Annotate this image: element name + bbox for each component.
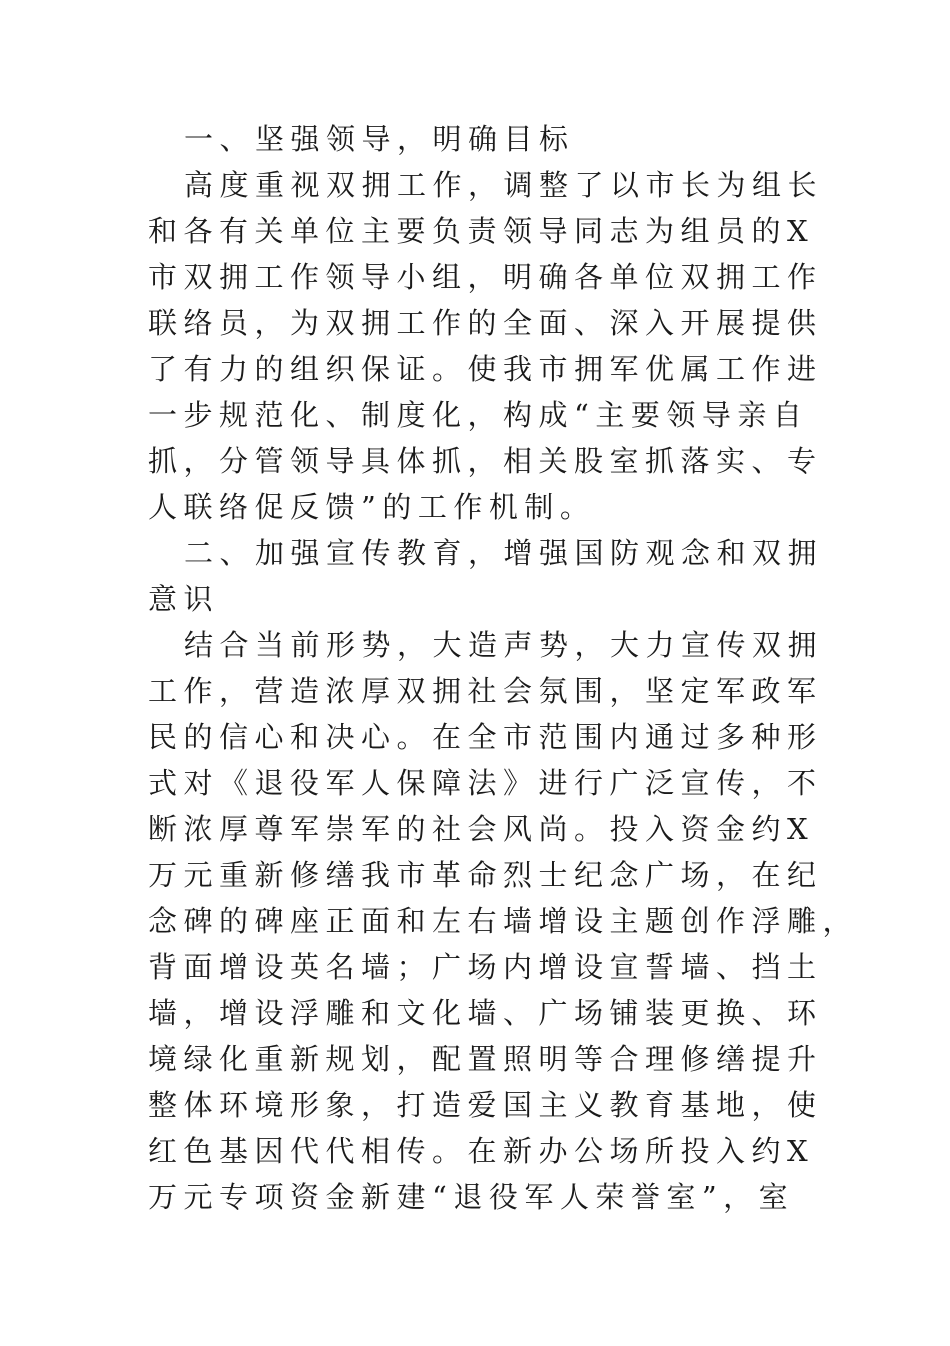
paragraph-line: 市双拥工作领导小组，明确各单位双拥工作 (148, 260, 823, 294)
heading-2: 二、加强宣传教育，增强国防观念和双拥 (184, 536, 824, 570)
document-body (148, 116, 859, 1220)
paragraph-line: 境绿化重新规划，配置照明等合理修缮提升 (148, 1042, 823, 1076)
paragraph-line: 联络员，为双拥工作的全面、深入开展提供 (148, 306, 823, 340)
paragraph-line: 整体环境形象，打造爱国主义教育基地，使 (148, 1088, 823, 1122)
paragraph-line: 万元专项资金新建“退役军人荣誉室”，室 (148, 1180, 795, 1214)
paragraph-line: 结合当前形势，大造声势，大力宣传双拥 (184, 628, 824, 662)
paragraph-line: 了有力的组织保证。使我市拥军优属工作进 (148, 352, 823, 386)
paragraph-line: 万元重新修缮我市革命烈士纪念广场，在纪 (148, 858, 823, 892)
paragraph-line: 红色基因代代相传。在新办公场所投入约X (148, 1134, 815, 1168)
paragraph-line: 和各有关单位主要负责领导同志为组员的X (148, 214, 815, 248)
paragraph-line: 高度重视双拥工作，调整了以市长为组长 (184, 168, 824, 202)
paragraph-line: 人联络促反馈”的工作机制。 (148, 490, 596, 524)
paragraph-line: 工作，营造浓厚双拥社会氛围，坚定军政军 (148, 674, 823, 708)
paragraph-line: 念碑的碑座正面和左右墙增设主题创作浮雕， (148, 904, 859, 938)
paragraph-line: 墙，增设浮雕和文化墙、广场铺装更换、环 (148, 996, 823, 1030)
paragraph-line: 一步规范化、制度化，构成“主要领导亲自 (148, 398, 809, 432)
paragraph-line: 民的信心和决心。在全市范围内通过多种形 (148, 720, 823, 754)
heading-2-continued: 意识 (148, 582, 220, 616)
paragraph-line: 背面增设英名墙；广场内增设宣誓墙、挡土 (148, 950, 823, 984)
paragraph-line: 式对《退役军人保障法》进行广泛宣传，不 (148, 766, 823, 800)
paragraph-line: 断浓厚尊军崇军的社会风尚。投入资金约X (148, 812, 815, 846)
heading-1: 一、坚强领导，明确目标 (184, 122, 575, 156)
paragraph-line: 抓，分管领导具体抓，相关股室抓落实、专 (148, 444, 823, 478)
